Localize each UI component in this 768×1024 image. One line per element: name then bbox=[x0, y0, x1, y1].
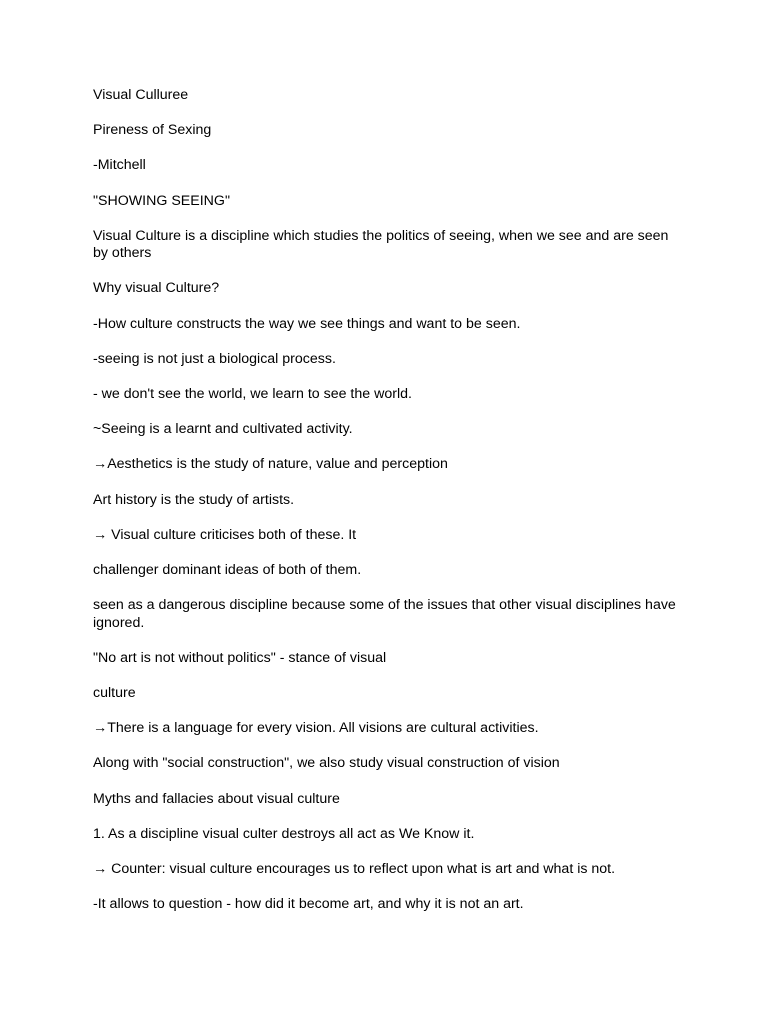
document-subtitle: Pireness of Sexing bbox=[93, 122, 212, 139]
paragraph: Why visual Culture? bbox=[93, 280, 220, 297]
list-item: 1. As a discipline visual culter destroys all act as We Know it. bbox=[93, 825, 475, 842]
paragraph: - we don't see the world, we learn to see the world. bbox=[93, 386, 412, 402]
paragraph: →There is a language for every vision. All visions are cultural activities. bbox=[93, 720, 539, 737]
paragraph: Visual Culture is a discipline which studies the politics of seeing, when we see and are seen by others bbox=[93, 227, 669, 262]
paragraph: -seeing is not just a biological process. bbox=[93, 350, 336, 367]
paragraph: → Visual culture criticises both of these. It bbox=[93, 526, 357, 543]
paragraph: "No art is not without politics" - stance of visual bbox=[93, 649, 387, 666]
paragraph: →Aesthetics is the study of nature, value and perception bbox=[93, 456, 448, 473]
paragraph: → Counter: visual culture encourages us to reflect upon what is art and what is not. bbox=[93, 860, 616, 877]
quote-heading: "SHOWING SEEING" bbox=[93, 192, 230, 209]
document-body bbox=[93, 87, 678, 931]
paragraph: Myths and fallacies about visual culture bbox=[93, 790, 340, 807]
paragraph: Along with "social construction", we also study visual construction of vision bbox=[93, 755, 560, 772]
paragraph: ~Seeing is a learnt and cultivated activity. bbox=[93, 421, 353, 438]
author-line: -Mitchell bbox=[93, 157, 146, 174]
document-title: Visual Culluree bbox=[93, 87, 189, 103]
paragraph: -It allows to question - how did it become art, and why it is not an art. bbox=[93, 896, 524, 913]
paragraph: Art history is the study of artists. bbox=[93, 491, 295, 508]
paragraph: culture bbox=[93, 685, 136, 701]
paragraph: challenger dominant ideas of both of them. bbox=[93, 561, 362, 578]
paragraph: -How culture constructs the way we see things and want to be seen. bbox=[93, 315, 521, 332]
paragraph: seen as a dangerous discipline because some of the issues that other visual disciplines have ignored. bbox=[93, 597, 676, 631]
